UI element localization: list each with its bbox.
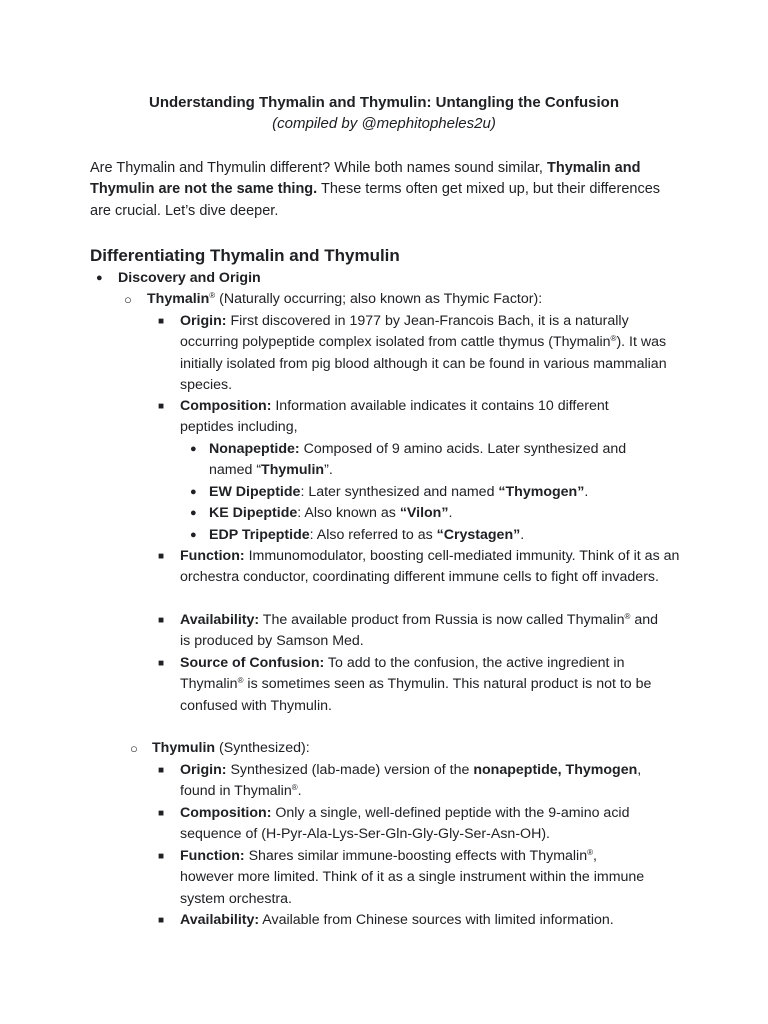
registered-mark: ® (587, 848, 594, 857)
function-label: Function: (180, 848, 245, 864)
bullet-disc-icon: ● (96, 272, 103, 284)
nonapeptide-name: Thymulin (261, 462, 325, 479)
confusion-label: Source of Confusion: (180, 655, 325, 671)
list-item-thymulin-function (180, 846, 650, 910)
registered-mark: ® (237, 676, 244, 686)
intro-rest: These terms often get mixed up, but their differences are crucial. Let’s dive deeper. (90, 181, 661, 219)
thymalin-name: Thymalin (147, 291, 210, 307)
origin-end: . (297, 783, 302, 800)
availability-text-2: and is produced by Samson Med. (180, 612, 659, 650)
bullet-circle-icon: ○ (124, 292, 132, 307)
availability-label: Availability: (180, 912, 260, 928)
thymulin-name: Thymulin (152, 740, 216, 756)
bullet-disc-icon: ● (190, 443, 197, 455)
origin-text-2: ). It was initially isolated from pig blood although it can be found in various mammalian species. (180, 334, 667, 393)
list-item-thymalin-origin (180, 311, 680, 396)
origin-text-2: , found in Thymalin (180, 762, 642, 800)
edp-label: EDP Tripeptide (209, 527, 310, 543)
list-item-thymulin-availability (180, 910, 680, 931)
availability-label: Availability: (180, 612, 260, 628)
composition-label: Composition: (180, 398, 272, 414)
section-heading: Differentiating Thymalin and Thymulin (90, 246, 400, 265)
registered-mark: ® (624, 612, 631, 621)
list-item-discovery (118, 268, 678, 289)
edp-end: . (520, 527, 525, 543)
document-title: Understanding Thymalin and Thymulin: Untangling the Confusion (149, 94, 619, 111)
nonapeptide-text: Composed of 9 amino acids. Later synthesized and named “ (209, 441, 627, 479)
availability-text: The available product from Russia is now called Thymalin (259, 612, 625, 628)
bullet-square-icon: ■ (158, 808, 165, 819)
origin-label: Origin: (180, 762, 227, 778)
thymulin-desc: (Synthesized): (215, 740, 310, 756)
document-subtitle: (compiled by @mephitopheles2u) (272, 115, 496, 132)
intro-bold: Thymalin and Thymulin are not the same thing. (90, 160, 641, 198)
ke-text: : Also known as (297, 505, 400, 521)
origin-text: First discovered in 1977 by Jean-Francois Bach, it is a naturally occurring polypeptide complex isolated from cattle thymus (Thymalin (180, 313, 629, 351)
bullet-square-icon: ■ (158, 401, 165, 412)
registered-mark: ® (291, 783, 298, 793)
ke-end: . (448, 505, 453, 521)
list-item-thymulin-origin (180, 760, 680, 803)
function-text: Shares similar immune-boosting effects with Thymalin (244, 848, 588, 864)
list-item-thymalin-function (180, 546, 680, 589)
function-label: Function: (180, 548, 245, 564)
origin-bold: nonapeptide, Thymogen (473, 762, 638, 778)
bullet-square-icon: ■ (158, 915, 165, 926)
intro-paragraph (90, 158, 680, 222)
list-item-thymulin-composition (180, 803, 660, 846)
nonapeptide-label: Nonapeptide: (209, 441, 300, 457)
confusion-text: To add to the confusion, the active ingredient in Thymalin (180, 655, 625, 693)
origin-text: Synthesized (lab-made) version of the (226, 762, 474, 778)
confusion-text-2: is sometimes seen as Thymulin. This natural product is not to be confused with Thymulin. (180, 676, 652, 714)
bullet-square-icon: ■ (158, 658, 165, 669)
availability-text: Available from Chinese sources with limited information. (259, 912, 614, 928)
ew-label: EW Dipeptide (209, 484, 301, 500)
ke-label: KE Dipeptide (209, 505, 298, 521)
bullet-circle-icon: ○ (130, 741, 138, 756)
ke-name: “Vilon” (399, 505, 449, 521)
list-item-nonapeptide (209, 439, 669, 482)
bullet-square-icon: ■ (158, 615, 165, 626)
registered-mark: ® (610, 334, 617, 344)
list-item-ke-dipeptide (209, 503, 669, 524)
ew-end: . (584, 484, 589, 500)
origin-label: Origin: (180, 313, 227, 329)
nonapeptide-end: ”. (324, 462, 333, 479)
bullet-disc-icon: ● (190, 486, 197, 498)
ew-text: : Later synthesized and named (300, 484, 499, 500)
bullet-square-icon: ■ (158, 765, 165, 776)
composition-text: Only a single, well-defined peptide with the 9-amino acid sequence of (H-Pyr-Ala-Lys-Ser-Gln-Gly-Gly-Ser-Asn-OH). (180, 805, 630, 843)
bullet-square-icon: ■ (158, 551, 165, 562)
list-item-ew-dipeptide (209, 482, 669, 503)
list-item-edp-tripeptide (209, 525, 669, 546)
title-block (0, 92, 768, 135)
registered-mark: ® (209, 291, 216, 300)
thymalin-desc: (Naturally occurring; also known as Thymic Factor): (215, 291, 543, 307)
composition-text: Information available indicates it contains 10 different peptides including, (180, 398, 609, 436)
bullet-square-icon: ■ (158, 316, 165, 327)
composition-label: Composition: (180, 805, 272, 821)
bullet-disc-icon: ● (190, 507, 197, 519)
list-item-thymalin-availability (180, 610, 670, 653)
list-item-thymulin (152, 738, 672, 759)
list-item-source-of-confusion (180, 653, 680, 717)
function-text-2: , however more limited. Think of it as a single instrument within the immune system orchestra. (180, 848, 645, 907)
bullet-disc-icon: ● (190, 529, 197, 541)
edp-text: : Also referred to as (309, 527, 437, 543)
edp-name: “Crystagen” (436, 527, 521, 543)
list-item-thymalin (147, 289, 687, 310)
function-text: Immunomodulator, boosting cell-mediated immunity. Think of it as an orchestra conductor, coordinating different immune cells to fight off invaders. (180, 548, 680, 586)
list-item-thymalin-composition (180, 396, 660, 439)
bullet-square-icon: ■ (158, 851, 165, 862)
discovery-label: Discovery and Origin (118, 270, 261, 286)
intro-text: Are Thymalin and Thymulin different? While both names sound similar, (90, 160, 547, 176)
ew-name: “Thymogen” (498, 484, 585, 500)
